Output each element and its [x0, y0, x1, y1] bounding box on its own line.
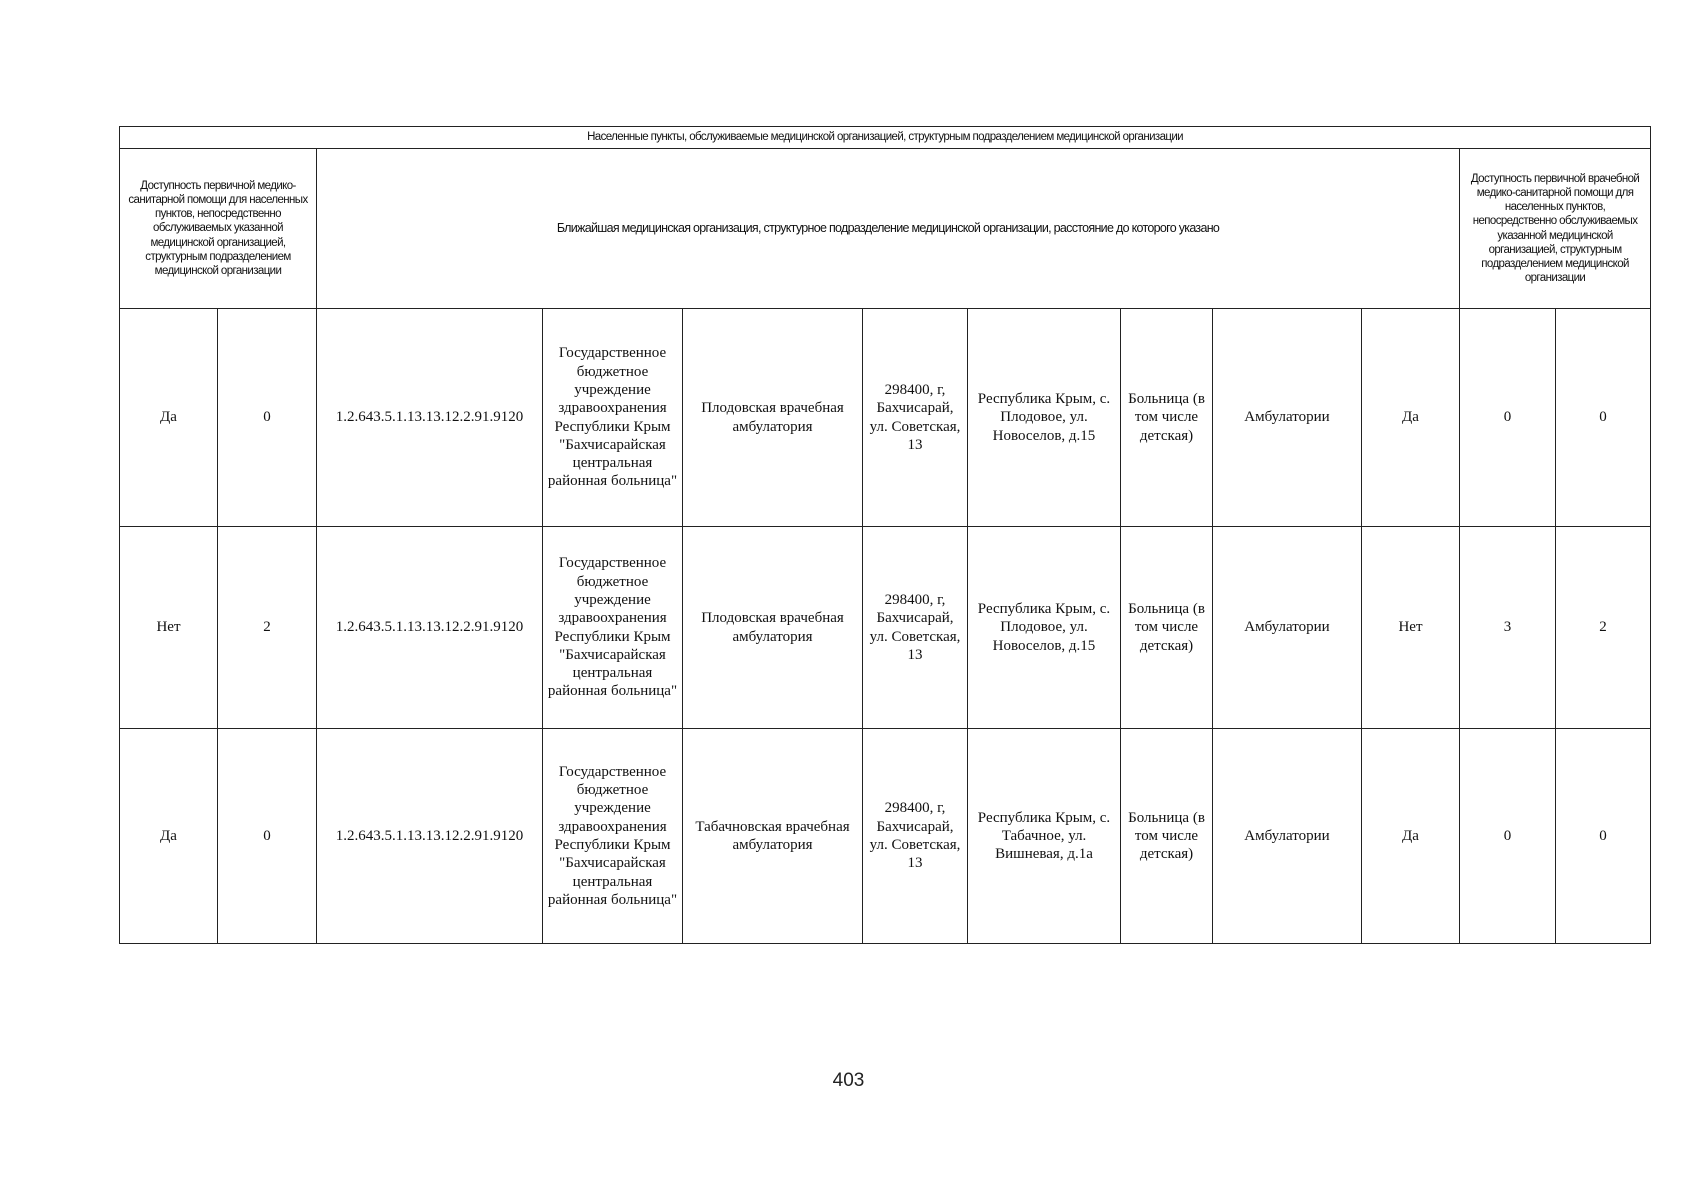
cell-distance: 0: [218, 309, 317, 527]
cell-unit-address: Республика Крым, с. Табачное, ул. Вишневая, д.1а: [968, 729, 1121, 944]
cell-unit-type: Амбулатории: [1213, 309, 1362, 527]
cell-unit-type: Амбулатории: [1213, 729, 1362, 944]
cell-unit-address: Республика Крым, с. Плодовое, ул. Новоселов, д.15: [968, 309, 1121, 527]
cell-availability2: Да: [1362, 729, 1460, 944]
cell-org: Государственное бюджетное учреждение здравоохранения Республики Крым "Бахчисарайская центральная районная больница": [543, 309, 683, 527]
cell-distance: 2: [218, 527, 317, 729]
table-row: [120, 729, 1651, 944]
cell-org-type: Больница (в том числе детская): [1121, 527, 1213, 729]
cell-org-address: 298400, г, Бахчисарай, ул. Советская, 13: [863, 729, 968, 944]
cell-unit: Плодовская врачебная амбулатория: [683, 309, 863, 527]
cell-org-type: Больница (в том числе детская): [1121, 309, 1213, 527]
table-title: Населенные пункты, обслуживаемые медицинской организацией, структурным подразделением медицинской организации: [120, 127, 1651, 149]
page-number: 403: [832, 1070, 865, 1091]
cell-availability2: Нет: [1362, 527, 1460, 729]
header-availability-right: Доступность первичной врачебной медико-санитарной помощи для населенных пунктов, непосредственно обслуживаемых указанной медицинской организацией, структурным подразделением медицинской организации: [1460, 149, 1651, 309]
cell-value2: 0: [1556, 729, 1651, 944]
cell-org: Государственное бюджетное учреждение здравоохранения Республики Крым "Бахчисарайская центральная районная больница": [543, 729, 683, 944]
cell-availability: Да: [120, 309, 218, 527]
cell-oid: 1.2.643.5.1.13.13.12.2.91.9120: [317, 309, 543, 527]
cell-org-address: 298400, г, Бахчисарай, ул. Советская, 13: [863, 527, 968, 729]
table-row: [120, 309, 1651, 527]
table-header-row: [120, 127, 1651, 149]
cell-unit-address: Республика Крым, с. Плодовое, ул. Новоселов, д.15: [968, 527, 1121, 729]
settlements-table: [119, 126, 1651, 944]
cell-distance: 0: [218, 729, 317, 944]
cell-value2: 2: [1556, 527, 1651, 729]
cell-availability2: Да: [1362, 309, 1460, 527]
table-row: [120, 527, 1651, 729]
cell-value1: 0: [1460, 729, 1556, 944]
cell-org-type: Больница (в том числе детская): [1121, 729, 1213, 944]
cell-value1: 0: [1460, 309, 1556, 527]
cell-unit: Плодовская врачебная амбулатория: [683, 527, 863, 729]
cell-org-address: 298400, г, Бахчисарай, ул. Советская, 13: [863, 309, 968, 527]
table-subheader-row: [120, 149, 1651, 309]
cell-oid: 1.2.643.5.1.13.13.12.2.91.9120: [317, 527, 543, 729]
cell-unit-type: Амбулатории: [1213, 527, 1362, 729]
header-availability-left: Доступность первичной медико-санитарной помощи для населенных пунктов, непосредственно обслуживаемых указанной медицинской организацией, структурным подразделением медицинской организации: [120, 149, 317, 309]
cell-value2: 0: [1556, 309, 1651, 527]
cell-oid: 1.2.643.5.1.13.13.12.2.91.9120: [317, 729, 543, 944]
cell-value1: 3: [1460, 527, 1556, 729]
header-nearest-org: Ближайшая медицинская организация, структурное подразделение медицинской организации, расстояние до которого указано: [317, 149, 1460, 309]
cell-availability: Нет: [120, 527, 218, 729]
cell-org: Государственное бюджетное учреждение здравоохранения Республики Крым "Бахчисарайская центральная районная больница": [543, 527, 683, 729]
cell-availability: Да: [120, 729, 218, 944]
cell-unit: Табачновская врачебная амбулатория: [683, 729, 863, 944]
